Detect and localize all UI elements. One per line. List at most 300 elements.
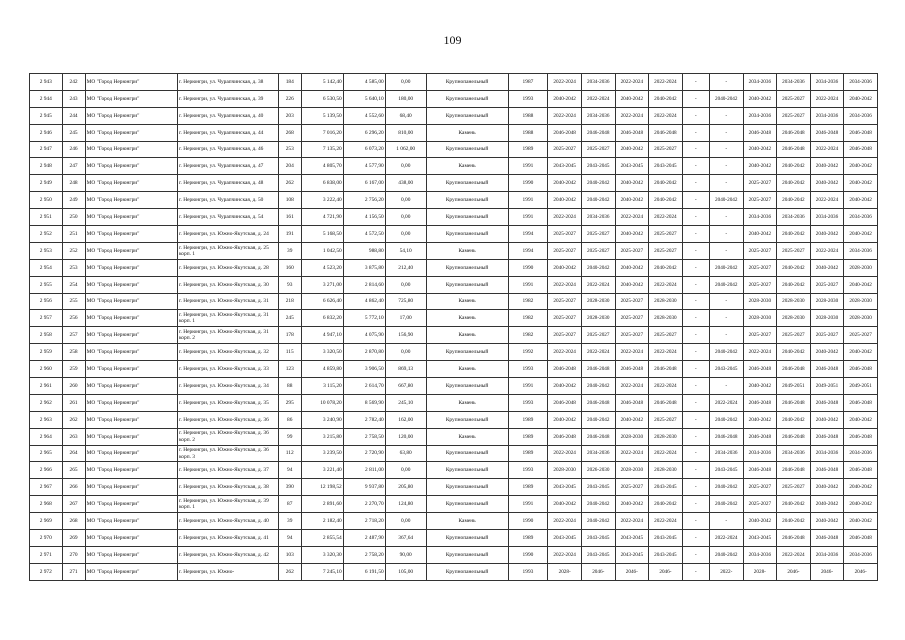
period-4-cell: 2022-2024 <box>649 276 683 293</box>
build-year-cell: 1993 <box>508 394 548 411</box>
wall-material-cell: Крупнопанельный <box>426 563 508 580</box>
period-5-cell: - <box>682 175 709 192</box>
total-area-cell: 3 215,80 <box>301 428 343 445</box>
period-10-cell: 2040-2042 <box>844 513 878 530</box>
address-cell: г. Нерюнгри, ул. Южно-Якутская, д. 35 <box>177 394 278 411</box>
period-2-cell: 2025-2027 <box>581 327 615 344</box>
nonresidential-area-cell: 68,40 <box>385 107 426 124</box>
period-2-cell: 2034-2036 <box>581 74 615 91</box>
period-8-cell: 2025-2027 <box>777 327 811 344</box>
period-2-cell: 2022-2024 <box>581 276 615 293</box>
residents-cell: 390 <box>278 479 301 496</box>
period-7-cell: 2046-2048 <box>743 361 777 378</box>
nonresidential-area-cell: 162,00 <box>385 411 426 428</box>
municipality-cell: МО "Город Нерюнгри" <box>85 394 177 411</box>
residents-cell: 94 <box>278 462 301 479</box>
period-6-cell: - <box>709 175 743 192</box>
period-7-cell: 2025-2027 <box>743 192 777 209</box>
residents-cell: 218 <box>278 293 301 310</box>
total-area-cell: 3 115,20 <box>301 378 343 395</box>
build-year-cell: 1993 <box>508 90 548 107</box>
record-number-cell: 2 944 <box>30 90 63 107</box>
period-10-cell: 2046-2048 <box>844 530 878 547</box>
period-8-cell: 2040-2042 <box>777 496 811 513</box>
build-year-cell: 1989 <box>508 411 548 428</box>
period-7-cell: 2040-2042 <box>743 158 777 175</box>
period-9-cell: 2028-2030 <box>810 293 844 310</box>
local-number-cell: 264 <box>62 445 85 462</box>
municipality-cell: МО "Город Нерюнгри" <box>85 428 177 445</box>
municipality-cell: МО "Город Нерюнгри" <box>85 310 177 327</box>
period-4-cell: 2040-2042 <box>649 192 683 209</box>
period-8-cell: 2034-2036 <box>777 209 811 226</box>
municipality-cell: МО "Город Нерюнгри" <box>85 107 177 124</box>
living-area-cell: 4 862,40 <box>343 293 385 310</box>
period-3-cell: 2040-2042 <box>615 276 649 293</box>
nonresidential-area-cell: 156,90 <box>385 327 426 344</box>
municipality-cell: МО "Город Нерюнгри" <box>85 209 177 226</box>
period-6-cell: 2040-2042 <box>709 276 743 293</box>
municipality-cell: МО "Город Нерюнгри" <box>85 276 177 293</box>
residents-cell: 87 <box>278 496 301 513</box>
period-4-cell: 2022-2024 <box>649 74 683 91</box>
period-8-cell: 2040-2042 <box>777 226 811 243</box>
period-2-cell: 2043-2045 <box>581 530 615 547</box>
living-area-cell: 6 296,20 <box>343 124 385 141</box>
period-1-cell: 2040-2042 <box>548 175 582 192</box>
period-1-cell: 2046-2048 <box>548 428 582 445</box>
wall-material-cell: Крупнопанельный <box>426 74 508 91</box>
period-4-cell: 2028-2030 <box>649 310 683 327</box>
residents-cell: 204 <box>278 158 301 175</box>
period-9-cell: 2046-2048 <box>810 530 844 547</box>
local-number-cell: 263 <box>62 428 85 445</box>
period-1-cell: 2040-2042 <box>548 378 582 395</box>
record-number-cell: 2 945 <box>30 107 63 124</box>
local-number-cell: 266 <box>62 479 85 496</box>
period-5-cell: - <box>682 394 709 411</box>
wall-material-cell: Камень <box>426 327 508 344</box>
period-10-cell: 2034-2036 <box>844 242 878 259</box>
period-1-cell: 2025-2027 <box>548 293 582 310</box>
nonresidential-area-cell: 205,80 <box>385 479 426 496</box>
living-area-cell: 2 758,50 <box>343 428 385 445</box>
period-3-cell: 2040-2042 <box>615 90 649 107</box>
period-1-cell: 2022-2024 <box>548 74 582 91</box>
total-area-cell: 4 859,80 <box>301 361 343 378</box>
record-number-cell: 2 946 <box>30 124 63 141</box>
period-3-cell: 2022-2024 <box>615 344 649 361</box>
period-3-cell: 2046-2048 <box>615 394 649 411</box>
period-1-cell: 2040-2042 <box>548 411 582 428</box>
local-number-cell: 242 <box>62 74 85 91</box>
living-area-cell: 5 772,10 <box>343 310 385 327</box>
record-number-cell: 2 959 <box>30 344 63 361</box>
nonresidential-area-cell: 0,00 <box>385 344 426 361</box>
local-number-cell: 260 <box>62 378 85 395</box>
build-year-cell: 1988 <box>508 124 548 141</box>
local-number-cell: 246 <box>62 141 85 158</box>
record-number-cell: 2 948 <box>30 158 63 175</box>
period-2-cell: 2040-2042 <box>581 259 615 276</box>
total-area-cell: 3 271,00 <box>301 276 343 293</box>
period-7-cell: 2028-2030 <box>743 310 777 327</box>
period-4-cell: 2025-2027 <box>649 411 683 428</box>
address-cell: г. Нерюнгри, ул. Южно-Якутская, д. 39 корп. 1 <box>177 496 278 513</box>
residents-cell: 268 <box>278 124 301 141</box>
local-number-cell: 268 <box>62 513 85 530</box>
local-number-cell: 243 <box>62 90 85 107</box>
period-8-cell: 2025-2027 <box>777 242 811 259</box>
record-number-cell: 2 964 <box>30 428 63 445</box>
period-2-cell: 2040-2042 <box>581 496 615 513</box>
period-2-cell: 2034-2036 <box>581 107 615 124</box>
nonresidential-area-cell: 725,80 <box>385 293 426 310</box>
living-area-cell: 4 552,60 <box>343 107 385 124</box>
local-number-cell: 244 <box>62 107 85 124</box>
period-2-cell: 2022-2024 <box>581 344 615 361</box>
period-10-cell: 2040-2042 <box>844 158 878 175</box>
period-6-cell: 2022- <box>709 563 743 580</box>
local-number-cell: 257 <box>62 327 85 344</box>
municipality-cell: МО "Город Нерюнгри" <box>85 158 177 175</box>
period-4-cell: 2028-2030 <box>649 428 683 445</box>
local-number-cell: 258 <box>62 344 85 361</box>
period-2-cell: 2043-2045 <box>581 546 615 563</box>
period-9-cell: 2040-2042 <box>810 496 844 513</box>
table-row <box>30 259 878 276</box>
residents-cell: 103 <box>278 546 301 563</box>
table-row <box>30 242 878 259</box>
period-10-cell: 2049-2051 <box>844 378 878 395</box>
record-number-cell: 2 954 <box>30 259 63 276</box>
period-3-cell: 2022-2024 <box>615 513 649 530</box>
period-9-cell: 2040-2042 <box>810 411 844 428</box>
period-3-cell: 2040-2042 <box>615 192 649 209</box>
table-row <box>30 158 878 175</box>
total-area-cell: 7 245,10 <box>301 563 343 580</box>
period-6-cell: - <box>709 158 743 175</box>
period-7-cell: 2040-2042 <box>743 378 777 395</box>
period-7-cell: 2034-2036 <box>743 546 777 563</box>
living-area-cell: 3 875,80 <box>343 259 385 276</box>
period-4-cell: 2040-2042 <box>649 496 683 513</box>
period-3-cell: 2046- <box>615 563 649 580</box>
build-year-cell: 1982 <box>508 310 548 327</box>
table-row <box>30 141 878 158</box>
residents-cell: 39 <box>278 242 301 259</box>
living-area-cell: 4 075,90 <box>343 327 385 344</box>
period-9-cell: 2046-2048 <box>810 124 844 141</box>
address-cell: г. Нерюнгри, ул. Чурапчинская, д. 46 <box>177 141 278 158</box>
record-number-cell: 2 965 <box>30 445 63 462</box>
period-5-cell: - <box>682 293 709 310</box>
nonresidential-area-cell: 0,00 <box>385 158 426 175</box>
nonresidential-area-cell: 124,80 <box>385 496 426 513</box>
living-area-cell: 4 577,90 <box>343 158 385 175</box>
period-8-cell: 2025-2027 <box>777 107 811 124</box>
wall-material-cell: Крупнопанельный <box>426 378 508 395</box>
table-row <box>30 378 878 395</box>
period-3-cell: 2025-2027 <box>615 327 649 344</box>
period-1-cell: 2025-2027 <box>548 327 582 344</box>
address-cell: г. Нерюнгри, ул. Чурапчинская, д. 50 <box>177 192 278 209</box>
build-year-cell: 1993 <box>508 462 548 479</box>
period-10-cell: 2040-2042 <box>844 90 878 107</box>
period-10-cell: 2046-2048 <box>844 361 878 378</box>
period-9-cell: 2034-2036 <box>810 107 844 124</box>
period-3-cell: 2025-2027 <box>615 479 649 496</box>
period-10-cell: 2046-2048 <box>844 141 878 158</box>
period-2-cell: 2046-2048 <box>581 394 615 411</box>
residents-cell: 112 <box>278 445 301 462</box>
nonresidential-area-cell: 367,64 <box>385 530 426 547</box>
record-number-cell: 2 953 <box>30 242 63 259</box>
wall-material-cell: Камень <box>426 361 508 378</box>
period-4-cell: 2022-2024 <box>649 378 683 395</box>
period-2-cell: 2034-2036 <box>581 445 615 462</box>
period-7-cell: 2043-2045 <box>743 530 777 547</box>
period-10-cell: 2025-2027 <box>844 327 878 344</box>
living-area-cell: 6 073,20 <box>343 141 385 158</box>
total-area-cell: 3 239,50 <box>301 445 343 462</box>
municipality-cell: МО "Город Нерюнгри" <box>85 445 177 462</box>
total-area-cell: 6 838,00 <box>301 175 343 192</box>
period-5-cell: - <box>682 546 709 563</box>
table-row <box>30 90 878 107</box>
period-6-cell: 2034-2036 <box>709 445 743 462</box>
period-8-cell: 2046-2048 <box>777 428 811 445</box>
period-7-cell: 2025-2027 <box>743 175 777 192</box>
total-area-cell: 2 855,54 <box>301 530 343 547</box>
municipality-cell: МО "Город Нерюнгри" <box>85 124 177 141</box>
period-2-cell: 2034-2036 <box>581 209 615 226</box>
period-5-cell: - <box>682 411 709 428</box>
period-10-cell: 2040-2042 <box>844 276 878 293</box>
period-7-cell: 2025-2027 <box>743 327 777 344</box>
table-row <box>30 124 878 141</box>
table-row <box>30 462 878 479</box>
record-number-cell: 2 967 <box>30 479 63 496</box>
nonresidential-area-cell: 54,10 <box>385 242 426 259</box>
local-number-cell: 245 <box>62 124 85 141</box>
record-number-cell: 2 961 <box>30 378 63 395</box>
period-2-cell: 2028-2030 <box>581 293 615 310</box>
period-3-cell: 2028-2030 <box>615 428 649 445</box>
nonresidential-area-cell: 0,00 <box>385 513 426 530</box>
address-cell: г. Нерюнгри, ул. Чурапчинская, д. 44 <box>177 124 278 141</box>
local-number-cell: 254 <box>62 276 85 293</box>
period-2-cell: 2040-2042 <box>581 378 615 395</box>
address-cell: г. Нерюнгри, ул. Чурапчинская, д. 54 <box>177 209 278 226</box>
period-1-cell: 2022-2024 <box>548 546 582 563</box>
period-3-cell: 2022-2024 <box>615 107 649 124</box>
nonresidential-area-cell: 105,00 <box>385 563 426 580</box>
build-year-cell: 1988 <box>508 107 548 124</box>
address-cell: г. Нерюнгри, ул. Южно-Якутская, д. 24 <box>177 226 278 243</box>
local-number-cell: 259 <box>62 361 85 378</box>
period-9-cell: 2046-2048 <box>810 361 844 378</box>
period-3-cell: 2046-2048 <box>615 124 649 141</box>
period-3-cell: 2046-2048 <box>615 361 649 378</box>
period-5-cell: - <box>682 479 709 496</box>
total-area-cell: 3 320,50 <box>301 344 343 361</box>
period-9-cell: 2022-2024 <box>810 192 844 209</box>
period-8-cell: 2040-2042 <box>777 344 811 361</box>
nonresidential-area-cell: 63,80 <box>385 445 426 462</box>
period-6-cell: 2040-2042 <box>709 546 743 563</box>
table-row <box>30 107 878 124</box>
municipality-cell: МО "Город Нерюнгри" <box>85 530 177 547</box>
period-8-cell: 2034-2036 <box>777 74 811 91</box>
period-10-cell: 2046-2048 <box>844 124 878 141</box>
period-1-cell: 2046-2048 <box>548 124 582 141</box>
wall-material-cell: Крупнопанельный <box>426 546 508 563</box>
period-7-cell: 2025-2027 <box>743 496 777 513</box>
total-area-cell: 4 805,70 <box>301 158 343 175</box>
period-1-cell: 2043-2045 <box>548 158 582 175</box>
period-1-cell: 2028-2030 <box>548 462 582 479</box>
period-6-cell: - <box>709 226 743 243</box>
address-cell: г. Нерюнгри, ул. Южно-Якутская, д. 36 корп. 2 <box>177 428 278 445</box>
period-9-cell: 2040-2042 <box>810 226 844 243</box>
period-7-cell: 2025-2027 <box>743 276 777 293</box>
period-8-cell: 2040-2042 <box>777 192 811 209</box>
local-number-cell: 253 <box>62 259 85 276</box>
period-10-cell: 2034-2036 <box>844 74 878 91</box>
living-area-cell: 2 487,90 <box>343 530 385 547</box>
period-8-cell: 2022-2024 <box>777 546 811 563</box>
period-2-cell: 2046-2048 <box>581 428 615 445</box>
period-9-cell: 2028-2030 <box>810 310 844 327</box>
period-9-cell: 2022-2024 <box>810 242 844 259</box>
nonresidential-area-cell: 667,80 <box>385 378 426 395</box>
period-6-cell: 2040-2042 <box>709 90 743 107</box>
period-1-cell: 2043-2045 <box>548 530 582 547</box>
residents-cell: 178 <box>278 327 301 344</box>
municipality-cell: МО "Город Нерюнгри" <box>85 411 177 428</box>
build-year-cell: 1982 <box>508 293 548 310</box>
period-10-cell: 2034-2036 <box>844 445 878 462</box>
table-row <box>30 175 878 192</box>
period-1-cell: 2025-2027 <box>548 226 582 243</box>
period-7-cell: 2040-2042 <box>743 513 777 530</box>
table-row <box>30 411 878 428</box>
period-9-cell: 2025-2027 <box>810 276 844 293</box>
period-9-cell: 2046-2048 <box>810 394 844 411</box>
residents-cell: 184 <box>278 74 301 91</box>
address-cell: г. Нерюнгри, ул. Южно- <box>177 563 278 580</box>
period-10-cell: 2040-2042 <box>844 411 878 428</box>
residents-cell: 226 <box>278 90 301 107</box>
wall-material-cell: Крупнопанельный <box>426 496 508 513</box>
period-3-cell: 2040-2042 <box>615 141 649 158</box>
period-7-cell: 2028- <box>743 563 777 580</box>
record-number-cell: 2 966 <box>30 462 63 479</box>
total-area-cell: 3 240,90 <box>301 411 343 428</box>
residents-cell: 123 <box>278 361 301 378</box>
period-4-cell: 2046-2048 <box>649 124 683 141</box>
build-year-cell: 1990 <box>508 175 548 192</box>
living-area-cell: 2 758,20 <box>343 546 385 563</box>
record-number-cell: 2 972 <box>30 563 63 580</box>
residents-cell: 93 <box>278 276 301 293</box>
period-5-cell: - <box>682 74 709 91</box>
period-8-cell: 2028-2030 <box>777 310 811 327</box>
total-area-cell: 4 947,10 <box>301 327 343 344</box>
local-number-cell: 249 <box>62 192 85 209</box>
period-3-cell: 2022-2024 <box>615 445 649 462</box>
period-2-cell: 2025-2027 <box>581 242 615 259</box>
total-area-cell: 5 168,50 <box>301 226 343 243</box>
residents-cell: 203 <box>278 107 301 124</box>
total-area-cell: 3 221,40 <box>301 462 343 479</box>
period-3-cell: 2022-2024 <box>615 378 649 395</box>
period-3-cell: 2022-2024 <box>615 74 649 91</box>
period-2-cell: 2046- <box>581 563 615 580</box>
period-2-cell: 2046-2048 <box>581 124 615 141</box>
living-area-cell: 8 569,90 <box>343 394 385 411</box>
period-8-cell: 2028-2030 <box>777 293 811 310</box>
municipality-cell: МО "Город Нерюнгри" <box>85 242 177 259</box>
period-7-cell: 2040-2042 <box>743 411 777 428</box>
period-5-cell: - <box>682 158 709 175</box>
table-row <box>30 74 878 91</box>
total-area-cell: 6 530,50 <box>301 90 343 107</box>
period-6-cell: - <box>709 310 743 327</box>
address-cell: г. Нерюнгри, ул. Южно-Якутская, д. 31 корп. 1 <box>177 310 278 327</box>
address-cell: г. Нерюнгри, ул. Южно-Якутская, д. 30 <box>177 276 278 293</box>
period-8-cell: 2040-2042 <box>777 158 811 175</box>
period-10-cell: 2028-2030 <box>844 293 878 310</box>
period-8-cell: 2040-2042 <box>777 175 811 192</box>
residents-cell: 191 <box>278 226 301 243</box>
record-number-cell: 2 955 <box>30 276 63 293</box>
living-area-cell: 2 811,00 <box>343 462 385 479</box>
living-area-cell: 9 937,80 <box>343 479 385 496</box>
period-1-cell: 2022-2024 <box>548 445 582 462</box>
period-5-cell: - <box>682 242 709 259</box>
wall-material-cell: Крупнопанельный <box>426 107 508 124</box>
address-cell: г. Нерюнгри, ул. Южно-Якутская, д. 42 <box>177 546 278 563</box>
wall-material-cell: Камень <box>426 310 508 327</box>
period-9-cell: 2046- <box>810 563 844 580</box>
residents-cell: 160 <box>278 259 301 276</box>
period-4-cell: 2040-2042 <box>649 90 683 107</box>
period-5-cell: - <box>682 226 709 243</box>
build-year-cell: 1991 <box>508 192 548 209</box>
living-area-cell: 2 782,40 <box>343 411 385 428</box>
municipality-cell: МО "Город Нерюнгри" <box>85 378 177 395</box>
period-9-cell: 2034-2036 <box>810 74 844 91</box>
period-1-cell: 2040-2042 <box>548 90 582 107</box>
local-number-cell: 269 <box>62 530 85 547</box>
period-3-cell: 2040-2042 <box>615 259 649 276</box>
residents-cell: 99 <box>278 428 301 445</box>
table-row <box>30 546 878 563</box>
residents-cell: 295 <box>278 394 301 411</box>
period-9-cell: 2040-2042 <box>810 158 844 175</box>
nonresidential-area-cell: 245,10 <box>385 394 426 411</box>
local-number-cell: 256 <box>62 310 85 327</box>
period-6-cell: 2043-2045 <box>709 361 743 378</box>
wall-material-cell: Крупнопанельный <box>426 90 508 107</box>
period-9-cell: 2046-2048 <box>810 462 844 479</box>
nonresidential-area-cell: 0,00 <box>385 226 426 243</box>
total-area-cell: 7 016,20 <box>301 124 343 141</box>
period-7-cell: 2025-2027 <box>743 259 777 276</box>
period-4-cell: 2022-2024 <box>649 107 683 124</box>
